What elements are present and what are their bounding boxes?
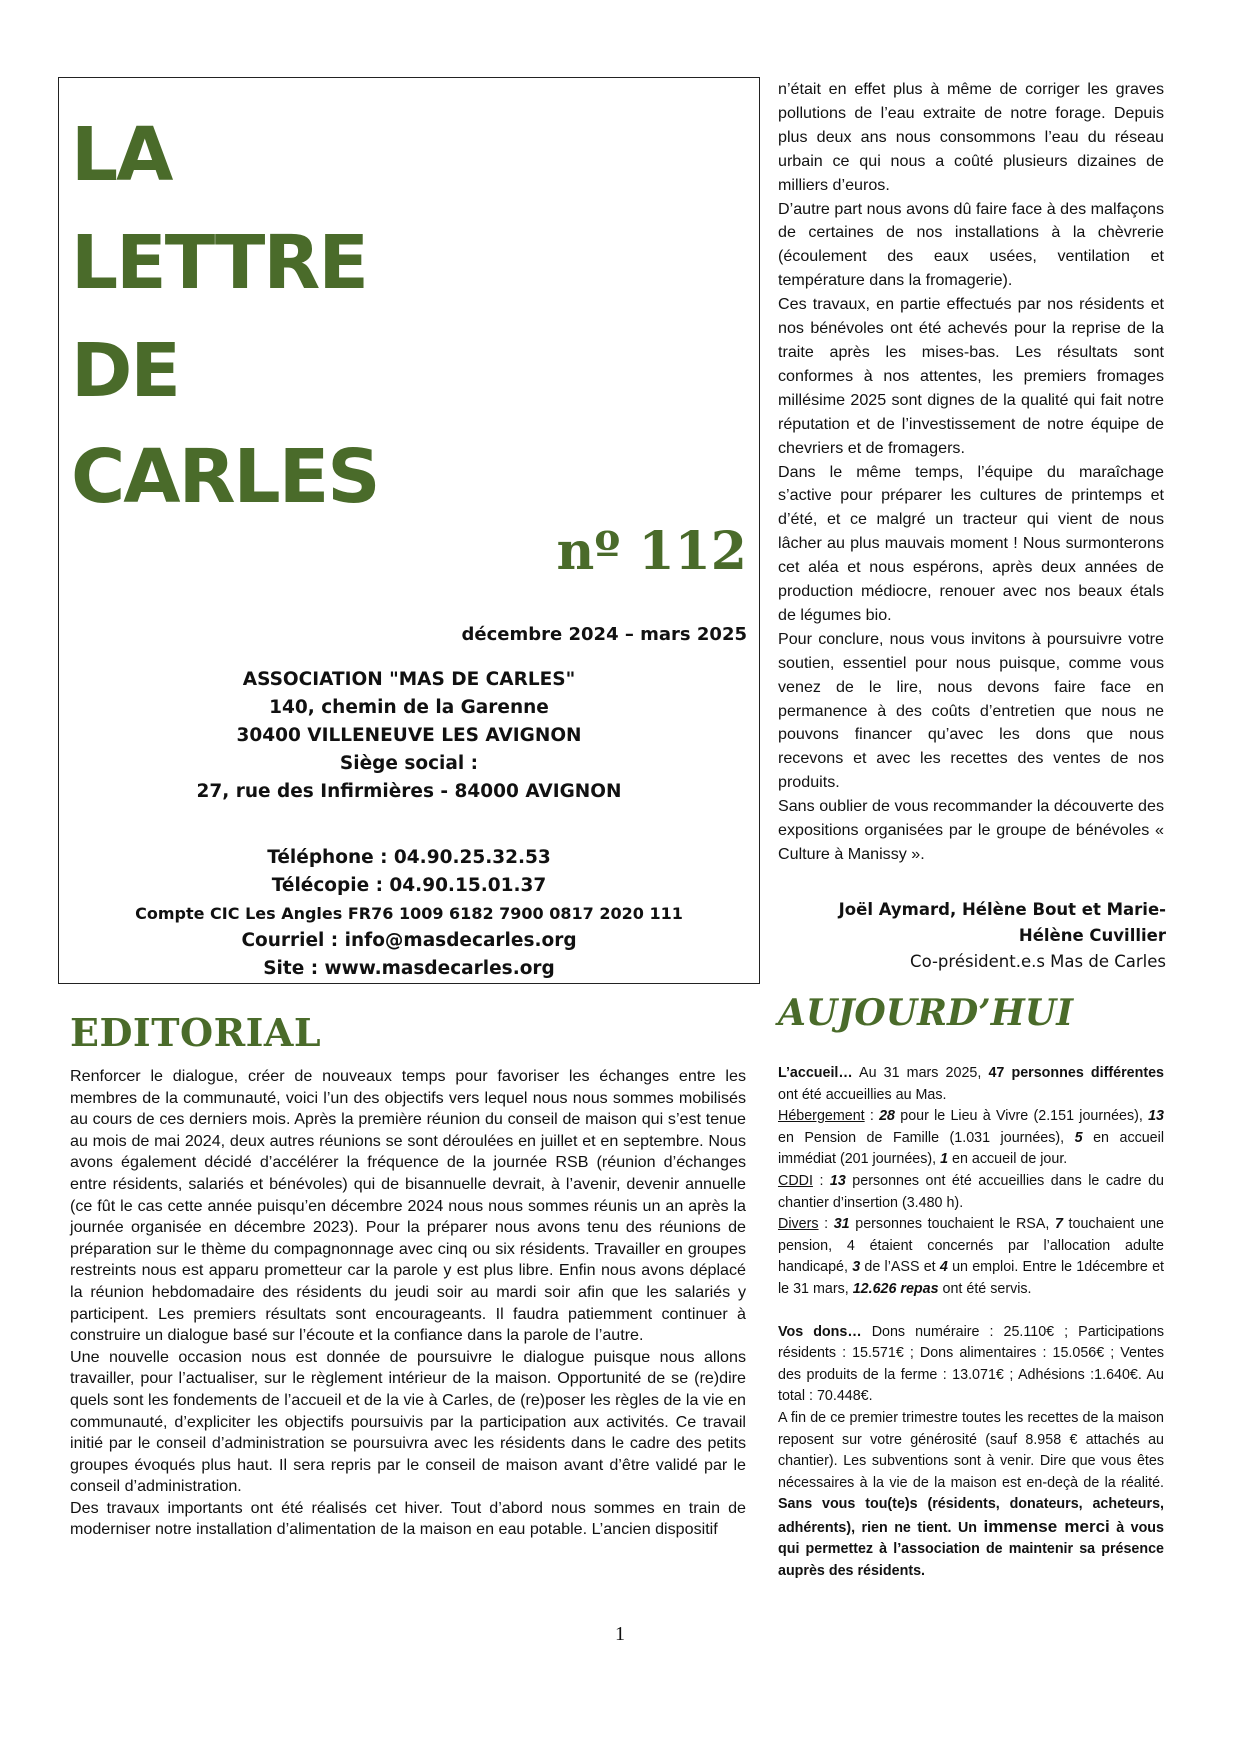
text-run: ont été servis. — [938, 1280, 1032, 1297]
accueil-count: 47 personnes différentes — [988, 1065, 1164, 1081]
editorial-paragraph: Une nouvelle occasion nous est donnée de poursuivre le dialogue puisque nous allons travailler, pour l’actualiser, sur le règlement intérieur de la maison. Opportunité de se (re)dire quels sont les fondements de l’accueil et de la vie à Carles, de (re)poser les règles de la vie en communauté, d’expliciter les objectifs poursuivis par la participation aux activités. Ce travail initié par le conseil d’administration se poursuivra avec les résidents dans le cadre des petits groupes évoqués plus haut. Il sera repris par le conseil de maison avant d’être validé par le conseil d’administration. — [70, 1347, 746, 1496]
siege-address: 27, rue des Infirmières - 84000 AVIGNON — [196, 781, 622, 802]
association-city: 30400 VILLENEUVE LES AVIGNON — [236, 725, 582, 746]
text-run: un emploi. Entre le 1décembre et le 31 mars, — [778, 1259, 1164, 1297]
signers-line: Joël Aymard, Hélène Bout et Marie- — [838, 900, 1166, 919]
text-run: Dons numéraire : 25.110€ ; Participations résidents : 15.571€ ; Dons alimentaires : 15.056€ ; Ventes des produits de la ferme : 13.071€ ; Adhésions :1.640€. Au total : 70.448€. — [778, 1323, 1164, 1405]
count: 5 — [1074, 1129, 1083, 1146]
text-run: Au 31 mars 2025, — [852, 1065, 989, 1081]
text-run: en Pension de Famille (1.031 journées), — [778, 1129, 1075, 1146]
bank-account: Compte CIC Les Angles FR76 1009 6182 7900 0817 2020 111 — [135, 904, 683, 923]
hebergement-paragraph — [778, 1106, 1164, 1171]
text-run: de l’ASS et — [860, 1259, 940, 1276]
telephone: Téléphone : 04.90.25.32.53 — [267, 847, 551, 868]
editorial-paragraph: Sans oublier de vous recommander la découverte des expositions organisées par le groupe de bénévoles « Culture à Manissy ». — [778, 797, 1164, 863]
divers-paragraph — [778, 1214, 1164, 1300]
page-number: 1 — [615, 1623, 625, 1645]
count: 1 — [940, 1151, 949, 1168]
editorial-paragraph: D’autre part nous avons dû faire face à des malfaçons de certaines de nos installations à la chèvrerie (écoulement des eaux usées, ventilation et température dans la fromagerie). — [778, 199, 1164, 290]
cddi-paragraph — [778, 1171, 1164, 1214]
count: 3 — [852, 1259, 861, 1276]
text-run: A fin de ce premier trimestre toutes les recettes de la maison reposent sur votre générosité (sauf 8.958 € attachés au chantier). Les subventions sont à venir. Dire que vous êtes nécessaires à la vie de la maison est en-deçà de la réalité. — [778, 1409, 1164, 1491]
text-run: pour le Lieu à Vivre (2.151 journées), — [895, 1108, 1149, 1125]
association-name: ASSOCIATION "MAS DE CARLES" — [242, 669, 576, 690]
issue-number: nº 112 — [556, 521, 747, 582]
count: 31 — [833, 1216, 850, 1233]
siege-label: Siège social : — [339, 753, 479, 774]
editorial-heading: EDITORIAL — [70, 1010, 322, 1055]
count: 13 — [1148, 1108, 1165, 1125]
text-run: touchaient une pension, 4 étaient concernés par l’allocation adulte handicapé, — [778, 1216, 1164, 1276]
website-link[interactable]: Site : www.masdecarles.org — [263, 958, 555, 979]
merci-emphasis: immense merci — [983, 1516, 1110, 1536]
editorial-body — [70, 1066, 746, 1541]
text-run: : — [818, 1216, 834, 1233]
count: 13 — [829, 1172, 846, 1189]
text-run: : — [812, 1172, 830, 1189]
editorial-paragraph: n’était en effet plus à même de corriger les graves pollutions de l’eau extraite de notre forage. Depuis plus deux ans nous consommons l’eau du réseau urbain ce qui nous a coûté plusieurs dizaines de milliers d’euros. — [778, 80, 1164, 194]
count: 7 — [1054, 1216, 1063, 1233]
association-street: 140, chemin de la Garenne — [269, 697, 549, 718]
cddi-label: CDDI — [778, 1172, 813, 1189]
dons-label: Vos dons… — [778, 1323, 862, 1340]
text-run: : — [864, 1108, 880, 1125]
masthead-title-line: LA — [71, 112, 172, 198]
signers-line: Hélène Cuvillier — [1018, 926, 1166, 945]
emphasis: à vous qui permettez à l’association de maintenir sa présence auprès des résidents. — [778, 1519, 1164, 1580]
editorial-paragraph: Ces travaux, en partie effectués par nos résidents et nos bénévoles ont été achevés pour la reprise de la traite après les mises-bas. Les résultats sont conformes à nos attentes, les premiers fromages millésime 2025 sont dignes de la qualité qui fait notre réputation et de l’investissement de notre équipe de chevriers et de fromagers. — [778, 295, 1164, 457]
telecopie: Télécopie : 04.90.15.01.37 — [271, 875, 547, 896]
dons-paragraph — [778, 1322, 1164, 1408]
count: 12.626 repas — [852, 1280, 939, 1297]
text-run: personnes ont été accueillies dans le cadre du chantier d’insertion (3.480 h). — [778, 1172, 1164, 1211]
divers-label: Divers — [778, 1216, 819, 1233]
signers-role: Co-président.e.s Mas de Carles — [910, 952, 1166, 971]
aujourdhui-body — [778, 1063, 1164, 1583]
masthead-title-line: CARLES — [71, 434, 379, 520]
accueil-paragraph — [778, 1063, 1164, 1106]
text-run: ont été accueillies au Mas. — [778, 1086, 947, 1103]
hebergement-label: Hébergement — [778, 1108, 865, 1125]
accueil-label: L’accueil… — [778, 1065, 853, 1081]
emphasis: Sans vous tou(te)s (résidents, donateurs, acheteurs, adhérents), rien ne tient. Un — [778, 1496, 1164, 1536]
editorial-paragraph: Des travaux importants ont été réalisés cet hiver. Tout d’abord nous sommes en train de moderniser notre installation d’alimentation de la maison en eau potable. L’ancien dispositif — [70, 1498, 746, 1539]
count: 28 — [879, 1108, 896, 1125]
masthead-title-line: DE — [71, 328, 179, 414]
text-run: en accueil immédiat (201 journées), — [778, 1129, 1164, 1168]
text-run: en accueil de jour. — [948, 1151, 1068, 1168]
masthead-box — [58, 77, 760, 984]
issue-date: décembre 2024 – mars 2025 — [461, 624, 747, 645]
text-run: personnes touchaient le RSA, — [849, 1216, 1055, 1233]
generosity-paragraph — [778, 1408, 1164, 1583]
editorial-paragraph: Pour conclure, nous vous invitons à poursuivre votre soutien, essentiel pour nous puisque, comme vous venez de le lire, nous devons faire face en permanence à des coûts d’entretien que nous ne pouvons financer qu’avec les dons que nous recevons et avec les recettes des ventes de nos produits. — [778, 629, 1164, 792]
editorial-paragraph: Dans le même temps, l’équipe du maraîchage s’active pour préparer les cultures de printemps et d’été, et ce malgré un tracteur qui vient de nous lâcher au plus mauvais moment ! Nous surmonterons cet aléa et nous espérons, après deux années de production médiocre, renouer avec nos beaux étals de légumes bio. — [778, 462, 1164, 624]
masthead-title-line: LETTRE — [71, 220, 367, 306]
email-link[interactable]: Courriel : info@masdecarles.org — [241, 930, 577, 951]
editorial-continued — [778, 78, 1164, 867]
count: 4 — [939, 1259, 948, 1276]
aujourdhui-heading: AUJOURD’HUI — [778, 992, 1074, 1034]
editorial-paragraph: Renforcer le dialogue, créer de nouveaux temps pour favoriser les échanges entre les membres de la communauté, voici l’un des objectifs vers lequel nous nous sommes mobilisés au cours de ces derniers mois. Après la première réunion du conseil de maison qui s’est tenue au mois de mai 2024, deux autres réunions se sont déroulées en juillet et en septembre. Nous avons également décidé d’accélérer la fréquence de la journée RSB (réunion d’échanges entre résidents, salariés et bénévoles) qui de bisannuelle devrait, à l’avenir, devenir annuelle (ce fût le cas cette année puisqu’en décembre 2024 nous nous sommes réunis un an après la journée organisée en décembre 2023). Pour la préparer nous avons tenu des réunions de préparation sur le thème du compagnonnage avec cinq ou six résidents. Travailler en groupes restreints nous est apparu prometteur car la parole y est plus libre. Enfin nous avons déplacé la réunion hebdomadaire des résidents du jeudi soir au mardi soir afin que les salariés y participent. Les premiers résultats sont encourageants. Il faudra patiemment continuer à construire un dialogue basé sur l’écoute et la confiance dans la parole de l’autre. — [70, 1067, 746, 1345]
